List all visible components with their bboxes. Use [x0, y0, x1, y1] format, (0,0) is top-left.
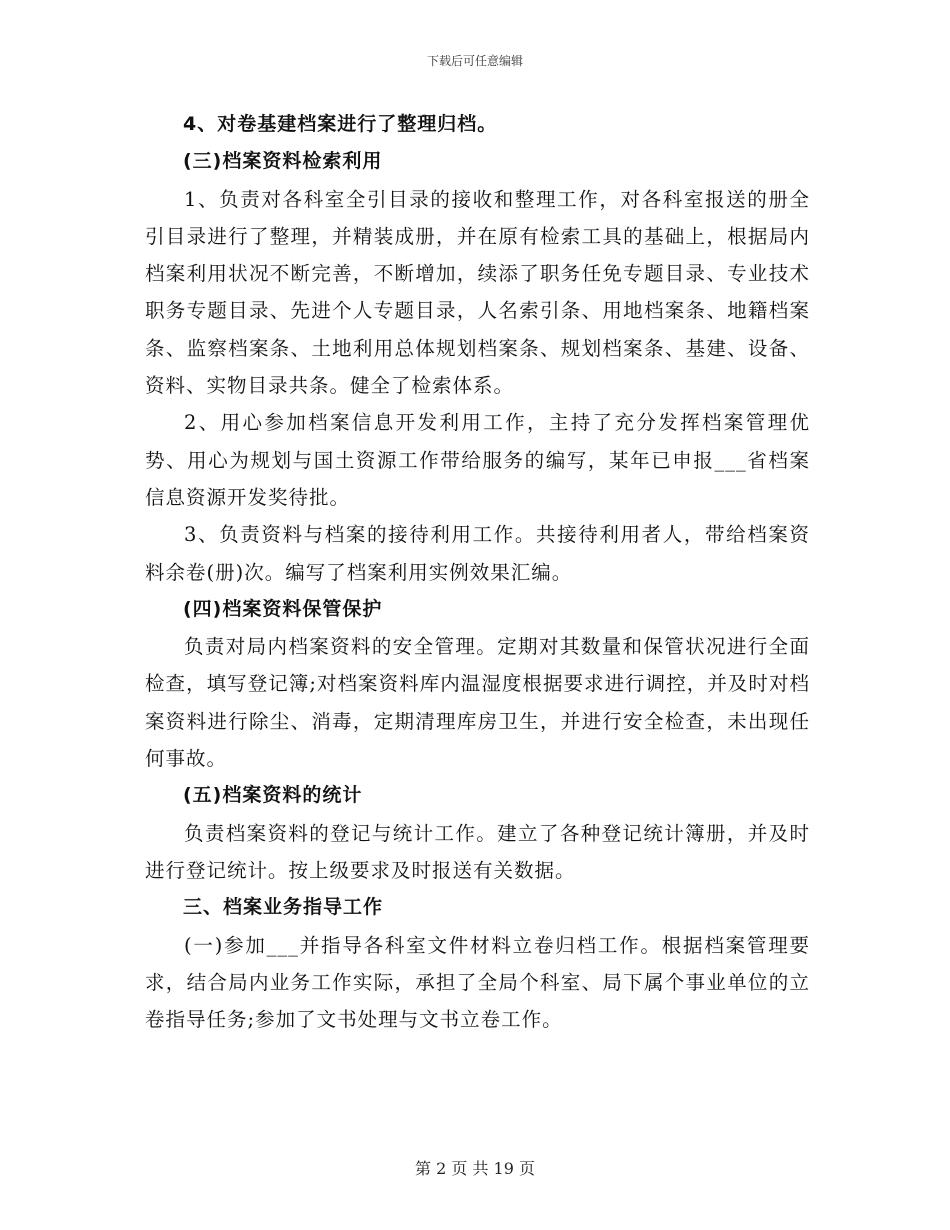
- body-paragraph: 3、负责资料与档案的接待利用工作。共接待利用者人，带给档案资料余卷(册)次。编写了档案利用实例效果汇编。: [145, 523, 810, 584]
- body-paragraph: (一)参加___并指导各科室文件材料立卷归档工作。根据档案管理要求，结合局内业务工作实际，承担了全局个科室、局下属个事业单位的立卷指导任务;参加了文书处理与文书立卷工作。: [145, 933, 810, 1032]
- body-paragraph: 2、用心参加档案信息开发利用工作，主持了充分发挥档案管理优势、用心为规划与国土资源工作带给服务的编写，某年已申报___省档案信息资源开发奖待批。: [145, 411, 810, 509]
- section-heading: (四)档案资料保管保护: [183, 597, 383, 620]
- document-body: [145, 106, 810, 1038]
- section-heading: (五)档案资料的统计: [183, 784, 363, 807]
- page-header: 下载后可任意编辑: [426, 54, 523, 68]
- body-paragraph: 1、负责对各科室全引目录的接收和整理工作，对各科室报送的册全引目录进行了整理，并精装成册，并在原有检索工具的基础上，根据局内档案利用状况不断完善，不断增加，续添了职务任免专题目录、专业技术职务专题目录、先进个人专题目录，人名索引条、用地档案条、地籍档案条、监察档案条、土地利用总体规划档案条、规划档案条、基建、设备、资料、实物目录共条。健全了检索体系。: [145, 187, 810, 398]
- section-heading: (三)档案资料检索利用: [183, 150, 383, 173]
- section-heading: 4、对卷基建档案进行了整理归档。: [183, 113, 498, 135]
- page-footer: 第 2 页 共 19 页: [415, 1159, 535, 1178]
- section-heading: 三、档案业务指导工作: [183, 896, 384, 919]
- body-paragraph: 负责档案资料的登记与统计工作。建立了各种登记统计簿册，并及时进行登记统计。按上级要求及时报送有关数据。: [145, 821, 810, 882]
- body-paragraph: 负责对局内档案资料的安全管理。定期对其数量和保管状况进行全面检查，填写登记簿;对档案资料库内温湿度根据要求进行调控，并及时对档案资料进行除尘、消毒，定期清理库房卫生，并进行安全检查，未出现任何事故。: [145, 635, 810, 771]
